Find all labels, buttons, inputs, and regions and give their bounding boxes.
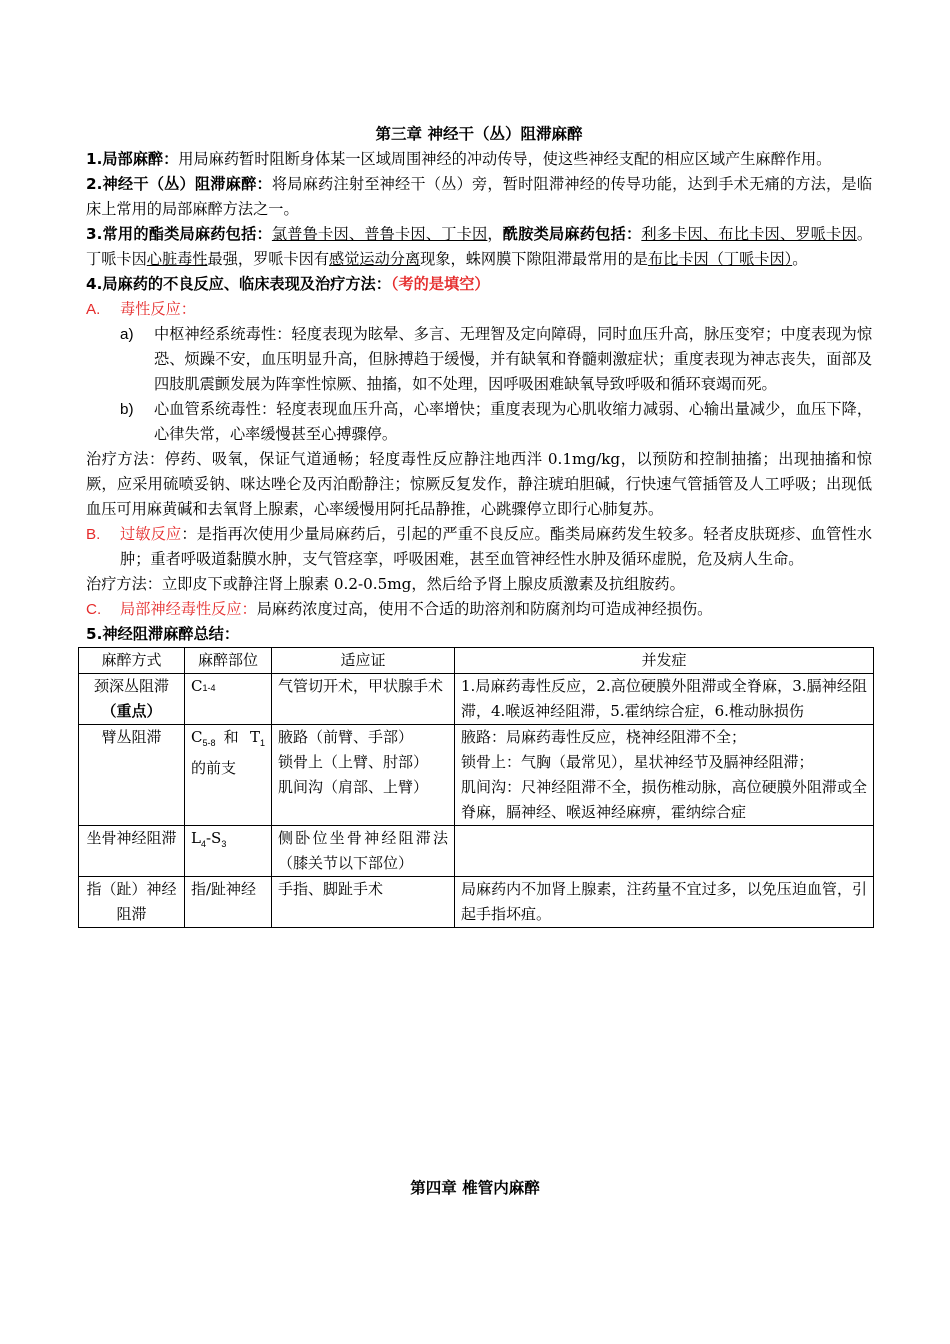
table-row: [79, 674, 874, 725]
item-a: [86, 322, 872, 397]
chapter4-title: 第四章 椎管内麻醉: [410, 1179, 540, 1197]
table-header-cell: 并发症: [455, 648, 874, 674]
table-cell-indication: 侧卧位坐骨神经阻滞法（膝关节以下部位）: [272, 826, 455, 877]
paragraph-4: [86, 272, 872, 297]
key-point-label: （重点）: [101, 702, 162, 720]
p3-amide-list: 利多卡因、布比卡因、罗哌卡因: [641, 225, 857, 243]
p3-text-4: 。: [792, 250, 808, 268]
site-subscript: 5-8: [202, 738, 216, 748]
p3-text-3: 现象，蛛网膜下隙阻滞最常用的是: [420, 250, 648, 268]
item-A: [86, 297, 872, 322]
item-B-marker: B.: [86, 526, 101, 543]
table-cell-indication: 手指、脚趾手术: [272, 877, 455, 928]
item-a-marker: a): [120, 326, 134, 343]
site-subscript: 3: [221, 839, 227, 849]
item-C-text: 局麻药浓度过高，使用不合适的助溶剂和防腐剂均可造成神经损伤。: [256, 600, 713, 618]
p5-label: 5.神经阻滞麻醉总结：: [86, 625, 240, 643]
item-C-title: 局部神经毒性反应：: [120, 600, 257, 618]
item-C: [86, 597, 872, 622]
p3-text-1: 。丁哌卡因: [86, 225, 873, 268]
item-b: [86, 397, 872, 447]
p3-amide-label: 酰胺类局麻药包括：: [502, 225, 642, 243]
table-row: [79, 725, 874, 826]
table-cell-complication: [455, 826, 874, 877]
item-C-marker: C.: [86, 601, 102, 618]
table-cell-site: [185, 725, 272, 826]
item-B: [86, 522, 872, 572]
table-header-row: [79, 648, 874, 674]
item-b-text: 心血管系统毒性：轻度表现血压升高，心率增快；重度表现为心肌收缩力减弱、心输出量减少，血压下降，心律失常，心率缓慢甚至心搏骤停。: [154, 400, 872, 443]
table-header-cell: 麻醉方式: [79, 648, 185, 674]
complication-line: 腋路：局麻药毒性反应，桡神经阻滞不全；: [461, 728, 747, 746]
table-row: [79, 877, 874, 928]
item-B-title: 过敏反应: [120, 525, 182, 543]
site-letter: C: [191, 677, 203, 695]
nerve-block-summary-table: [78, 647, 874, 928]
table-cell-complication: 局麻药内不加肾上腺素，注药量不宜过多，以免压迫血管，引起手指坏疽。: [455, 877, 874, 928]
p3-underline-2: 感觉运动分离: [329, 250, 421, 268]
p2-label: 2.神经干（丛）阻滞麻醉：: [86, 175, 272, 193]
table-cell-complication: 1.局麻药毒性反应，2.高位硬膜外阻滞或全脊麻，3.膈神经阻滞，4.喉返神经阻滞，5.霍纳综合症，6.椎动脉损伤: [455, 674, 874, 725]
site-subscript: 4: [200, 839, 206, 849]
p3-underline-1: 心脏毒性: [146, 250, 208, 268]
site-letter: L: [191, 829, 201, 847]
p3-ester-label: 3.常用的酯类局麻药包括：: [86, 225, 272, 243]
complication-line: 肌间沟：尺神经阻滞不全，损伤椎动脉，高位硬膜外阻滞或全脊麻，膈神经、喉返神经麻痹，霍纳综合症: [461, 778, 867, 821]
item-a-text: 中枢神经系统毒性：轻度表现为眩晕、多言、无理智及定向障碍，同时血压升高，脉压变窄；中度表现为惊恐、烦躁不安，血压明显升高，但脉搏趋于缓慢，并有缺氧和脊髓刺激症状；重度表现为神志丧失，面部及四肢肌震颤发展为阵挛性惊厥、抽搐，如不处理，因呼吸困难缺氧导致呼吸和循环衰竭而死。: [154, 325, 872, 393]
p1-label: 1.局部麻醉：: [86, 150, 179, 168]
table-row: [79, 826, 874, 877]
table-header-cell: 麻醉部位: [185, 648, 272, 674]
paragraph-3: [86, 222, 872, 272]
indication-line: 腋路（前臂、手部）: [278, 728, 414, 746]
p3-sep: ，: [487, 225, 503, 243]
complication-line: 锁骨上：气胸（最常见），星状神经节及膈神经阻滞；: [461, 753, 814, 771]
table-cell-method: 坐骨神经阻滞: [79, 826, 185, 877]
table-cell-site: [185, 674, 272, 725]
p4-label: 4.局麻药的不良反应、临床表现及治疗方法：: [86, 275, 391, 293]
paragraph-1: [86, 147, 872, 172]
table-cell-complication: [455, 725, 874, 826]
table-cell-indication: 气管切开术，甲状腺手术: [272, 674, 455, 725]
paragraph-2: [86, 172, 872, 222]
p3-text-2: 最强，罗哌卡因有: [207, 250, 329, 268]
treatment-2: 治疗方法：立即皮下或静注肾上腺素 0.2-0.5mg，然后给予肾上腺皮质激素及抗组胺药。: [86, 575, 685, 593]
table-cell-indication: [272, 725, 455, 826]
table-cell-site: 指/趾神经: [185, 877, 272, 928]
p4-note: （考的是填空）: [390, 275, 490, 293]
table-cell-method: 指（趾）神经阻滞: [79, 877, 185, 928]
p2-text: 将局麻药注射至神经干（丛）旁，暂时阻滞神经的传导功能，达到手术无痛的方法，是临床上常用的局部麻醉方法之一。: [86, 175, 873, 218]
p3-underline-3: 布比卡因（丁哌卡因）: [647, 250, 793, 268]
site-and: 和 T: [215, 728, 260, 746]
indication-line: 锁骨上（上臂、肘部）: [278, 753, 429, 771]
site-rest: 的前支: [191, 759, 237, 777]
site-dash: -S: [205, 829, 222, 847]
item-A-title: 毒性反应：: [120, 300, 196, 318]
item-B-text: ：是指再次使用少量局麻药后，引起的严重不良反应。酯类局麻药发生较多。轻者皮肤斑疹、血管性水肿；重者呼吸道黏膜水肿，支气管痉挛，呼吸困难，甚至血管神经性水肿及循环虚脱，危及病人生命。: [120, 525, 873, 568]
table-cell-method: [79, 674, 185, 725]
chapter3-content: [86, 122, 872, 928]
chapter3-title: 第三章 神经干（丛）阻滞麻醉: [375, 125, 583, 143]
treatment-1: 治疗方法：停药、吸氧，保证气道通畅；轻度毒性反应静注地西泮 0.1mg/kg，以预防和控制抽搐；出现抽搐和惊厥，应采用硫喷妥钠、咪达唑仑及丙泊酚静注；惊厥反复发作，静注琥珀胆碱，行快速气管插管及人工呼吸；出现低血压可用麻黄碱和去氧肾上腺素，心率缓慢用阿托品静推，心跳骤停立即行心肺复苏。: [86, 450, 872, 518]
table-cell-method: 臂丛阻滞: [79, 725, 185, 826]
item-b-marker: b): [120, 401, 134, 418]
table-header-cell: 适应证: [272, 648, 455, 674]
site-subscript: 1-4: [202, 683, 216, 693]
method-text: 颈深丛阻滞: [93, 677, 169, 695]
site-subscript: 1: [259, 738, 265, 748]
p3-ester-list: 氯普鲁卡因、普鲁卡因、丁卡因: [271, 225, 488, 243]
site-letter: C: [191, 728, 203, 746]
p1-text: 用局麻药暂时阻断身体某一区域周围神经的冲动传导，使这些神经支配的相应区域产生麻醉作用。: [178, 150, 832, 168]
item-A-marker: A.: [86, 301, 101, 318]
paragraph-5: [86, 622, 872, 647]
indication-line: 肌间沟（肩部、上臂）: [278, 778, 429, 796]
table-cell-site: [185, 826, 272, 877]
